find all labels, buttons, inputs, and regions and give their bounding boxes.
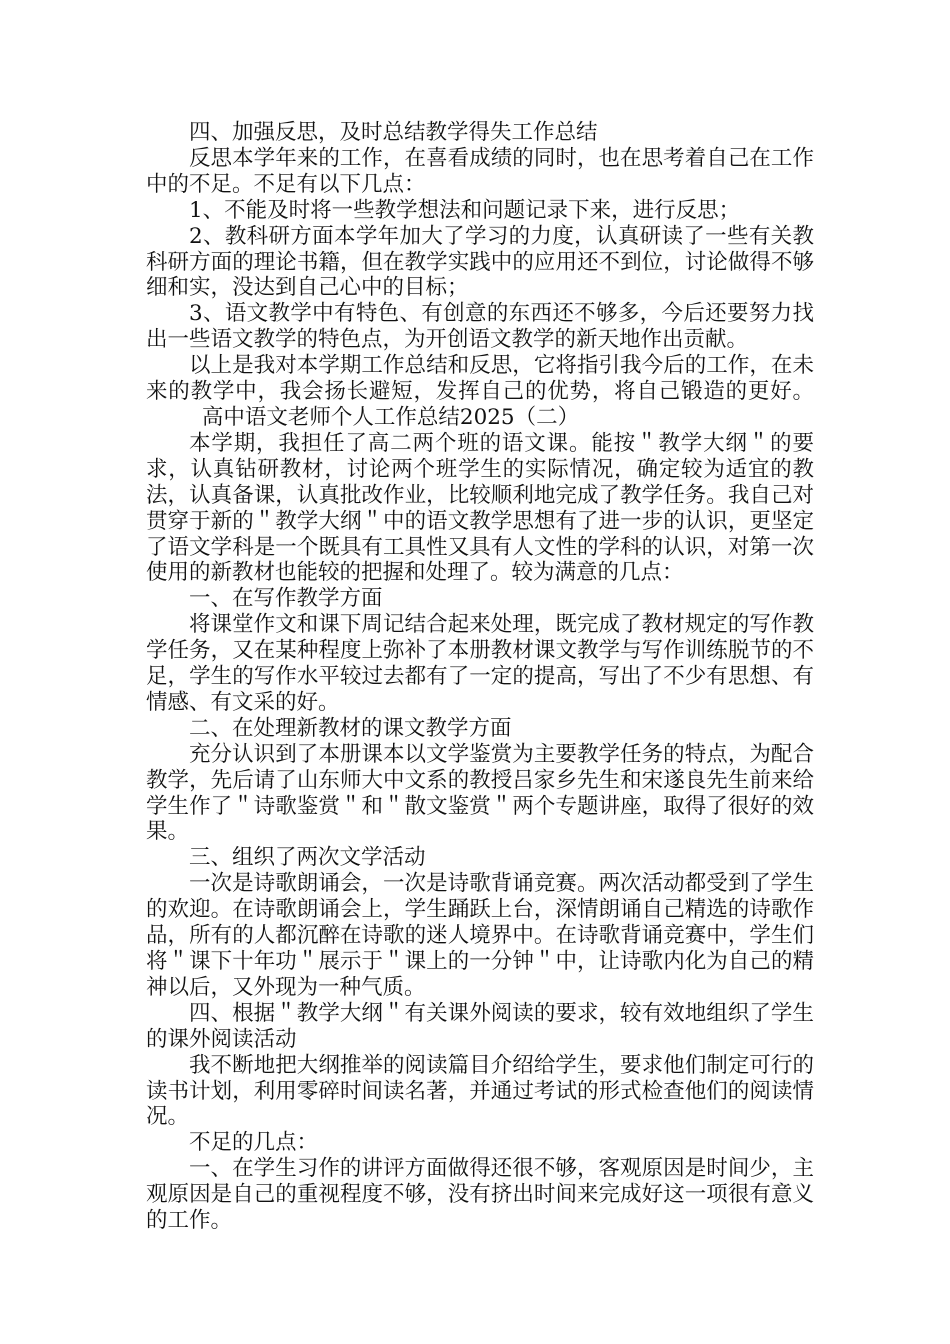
document-page	[146, 120, 814, 1234]
section-heading: 三、组织了两次文学活动	[189, 845, 426, 871]
paragraph: 一、在学生习作的讲评方面做得还很不够，客观原因是时间少，主观原因是自己的重视程度不够，没有挤出时间来完成好这一项很有意义的工作。	[146, 1156, 814, 1234]
paragraph: 充分认识到了本册课本以文学鉴赏为主要教学任务的特点，为配合教学，先后请了山东师大中文系的教授吕家乡先生和宋遂良先生前来给学生作了＂诗歌鉴赏＂和＂散文鉴赏＂两个专题讲座，取得了很好的效果。	[146, 741, 814, 845]
paragraph: 我不断地把大纲推举的阅读篇目介绍给学生，要求他们制定可行的读书计划，利用零碎时间读名著，并通过考试的形式检查他们的阅读情况。	[146, 1052, 814, 1130]
paragraph: 本学期，我担任了高二两个班的语文课。能按＂教学大纲＂的要求，认真钻研教材，讨论两个班学生的实际情况，确定较为适宜的教法，认真备课，认真批改作业，比较顺利地完成了教学任务。我自己对贯穿于新的＂教学大纲＂中的语文教学思想有了进一步的认识，更坚定了语文学科是一个既具有工具性又具有人文性的学科的认识，对第一次使用的新教材也能较的把握和处理了。较为满意的几点：	[146, 430, 814, 586]
section-heading: 四、加强反思，及时总结教学得失工作总结	[189, 120, 598, 145]
section-heading: 一、在写作教学方面	[189, 586, 383, 612]
section-heading: 四、根据＂教学大纲＂有关课外阅读的要求，较有效地组织了学生的课外阅读活动	[146, 1000, 814, 1052]
section-heading: 不足的几点：	[189, 1130, 319, 1156]
paragraph: 反思本学年来的工作，在喜看成绩的同时，也在思考着自己在工作中的不足。不足有以下几点：	[146, 145, 814, 197]
closing-paragraph	[146, 353, 814, 431]
closing-text: 以上是我对本学期工作总结和反思，它将指引我今后的工作，在未来的教学中，我会扬长避短，发挥自己的优势，将自己锻造的更好。	[146, 353, 814, 405]
paragraph: 一次是诗歌朗诵会，一次是诗歌背诵竞赛。两次活动都受到了学生的欢迎。在诗歌朗诵会上，学生踊跃上台，深情朗诵自己精选的诗歌作品，所有的人都沉醉在诗歌的迷人境界中。在诗歌背诵竞赛中，学生们将＂课下十年功＂展示于＂课上的一分钟＂中，让诗歌内化为自己的精神以后，又外现为一种气质。	[146, 871, 814, 1000]
list-item: 3、语文教学中有特色、有创意的东西还不够多，今后还要努力找出一些语文教学的特色点，为开创语文教学的新天地作出贡献。	[146, 301, 814, 353]
section-heading: 二、在处理新教材的课文教学方面	[189, 715, 512, 741]
document-title: 高中语文老师个人工作总结2025（二）	[201, 404, 580, 430]
paragraph: 将课堂作文和课下周记结合起来处理，既完成了教材规定的写作教学任务，又在某种程度上弥补了本册教材课文教学与写作训练脱节的不足，学生的写作水平较过去都有了一定的提高，写出了不少有思想、有情感、有文采的好。	[146, 612, 814, 715]
list-item: 2、教科研方面本学年加大了学习的力度，认真研读了一些有关教科研方面的理论书籍，但在教学实践中的应用还不到位，讨论做得不够细和实，没达到自己心中的目标；	[146, 223, 814, 301]
list-item: 1、不能及时将一些教学想法和问题记录下来，进行反思；	[189, 197, 741, 223]
